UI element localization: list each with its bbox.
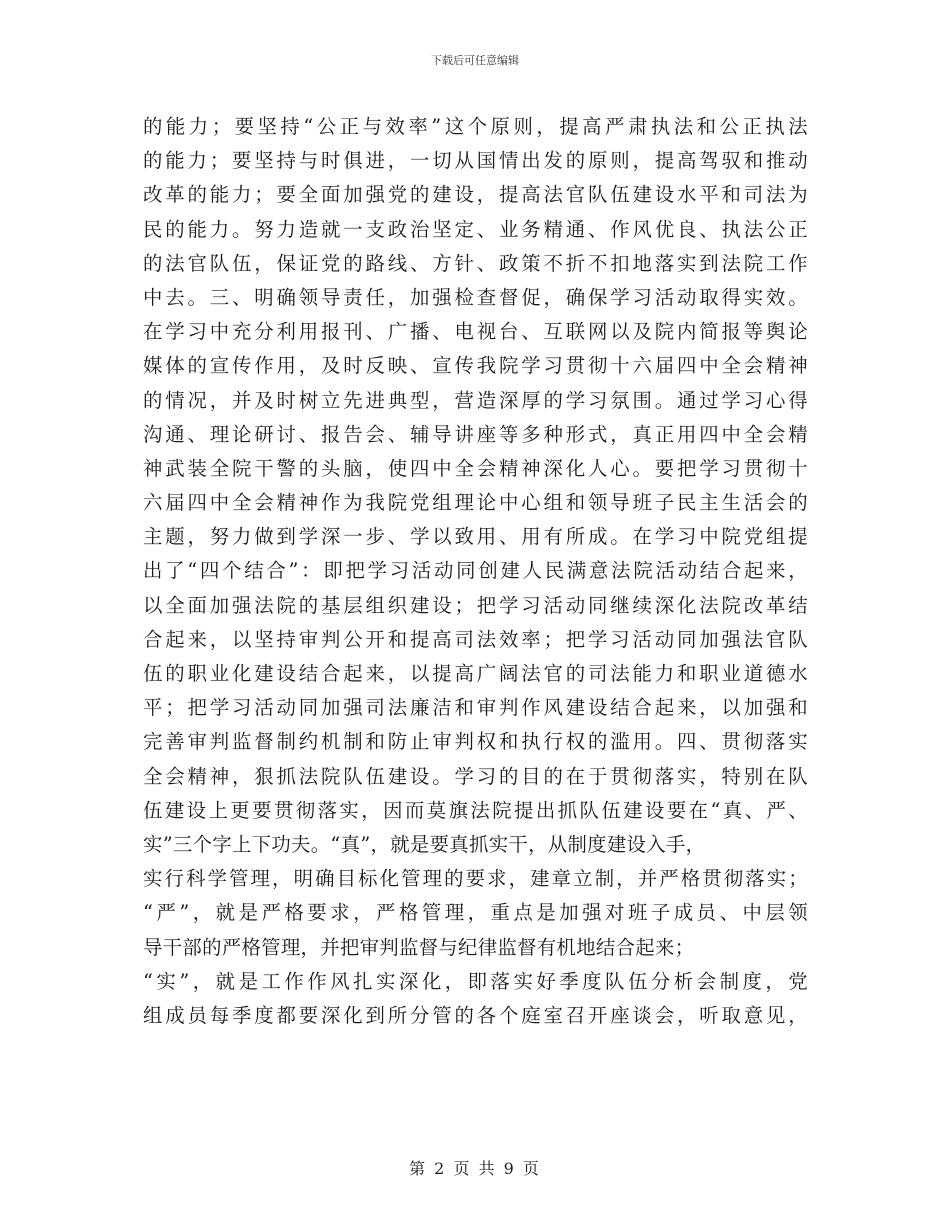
text-line: 组成员每季度都要深化到所分管的各个庭室召开座谈会，听取意见，	[143, 1003, 808, 1027]
text-line: 合起来，以坚持审判公开和提高司法效率；把学习活动同加强法官队	[143, 627, 808, 651]
text-line: 全会精神，狠抓法院队伍建设。学习的目的在于贯彻落实，特别在队	[143, 764, 808, 788]
page-header: 下载后可任意编辑	[431, 54, 519, 67]
text-line: 主题，努力做到学深一步、学以致用、用有所成。在学习中院党组提	[143, 525, 808, 549]
text-line: 的法官队伍，保证党的路线、方针、政策不折不扣地落实到法院工作	[143, 251, 808, 275]
text-line: 沟通、理论研讨、报告会、辅导讲座等多种形式，真正用四中全会精	[143, 422, 808, 446]
text-line: “严”，就是严格要求，严格管理，重点是加强对班子成员、中层领	[143, 901, 808, 925]
text-line: 完善审判监督制约机制和防止审判权和执行权的滥用。四、贯彻落实	[143, 730, 808, 754]
text-line: 六届四中全会精神作为我院党组理论中心组和领导班子民主生活会的	[143, 491, 808, 515]
text-line: 实”三个字上下功夫。“真”，就是要真抓实干，从制度建设入手，	[143, 832, 706, 856]
page-number: 第 2 页 共 9 页	[409, 1159, 541, 1178]
text-line: 在学习中充分利用报刊、广播、电视台、互联网以及院内简报等舆论	[143, 320, 808, 344]
text-line: 伍建设上更要贯彻落实，因而莫旗法院提出抓队伍建设要在“真、严、	[143, 798, 808, 822]
text-line: 民的能力。努力造就一支政治坚定、业务精通、作风优良、执法公正	[143, 217, 808, 241]
text-line: 中去。三、明确领导责任，加强检查督促，确保学习活动取得实效。	[143, 285, 808, 309]
text-line: 媒体的宣传作用，及时反映、宣传我院学习贯彻十六届四中全会精神	[143, 354, 808, 378]
text-line: 以全面加强法院的基层组织建设；把学习活动同继续深化法院改革结	[143, 593, 808, 617]
text-line: 改革的能力；要全面加强党的建设，提高法官队伍建设水平和司法为	[143, 183, 808, 207]
text-line: 的能力；要坚持“公正与效率”这个原则，提高严肃执法和公正执法	[143, 115, 808, 138]
text-line: 实行科学管理，明确目标化管理的要求，建章立制，并严格贯彻落实；	[143, 867, 808, 891]
text-line: 伍的职业化建设结合起来，以提高广阔法官的司法能力和职业道德水	[143, 662, 808, 685]
text-line: 神武装全院干警的头脑，使四中全会精神深化人心。要把学习贯彻十	[143, 456, 808, 480]
text-line: 的情况，并及时树立先进典型，营造深厚的学习氛围。通过学习心得	[143, 388, 808, 412]
text-line: 出了“四个结合”：即把学习活动同创建人民满意法院活动结合起来，	[143, 559, 808, 583]
text-line: 的能力；要坚持与时俱进，一切从国情出发的原则，提高驾驭和推动	[143, 149, 808, 173]
text-line: 导干部的严格管理，并把审判监督与纪律监督有机地结合起来；	[143, 935, 695, 959]
body-text	[143, 110, 808, 1033]
text-line: 平；把学习活动同加强司法廉洁和审判作风建设结合起来，以加强和	[143, 696, 808, 720]
text-line: “实”，就是工作作风扎实深化，即落实好季度队伍分析会制度，党	[143, 969, 808, 993]
